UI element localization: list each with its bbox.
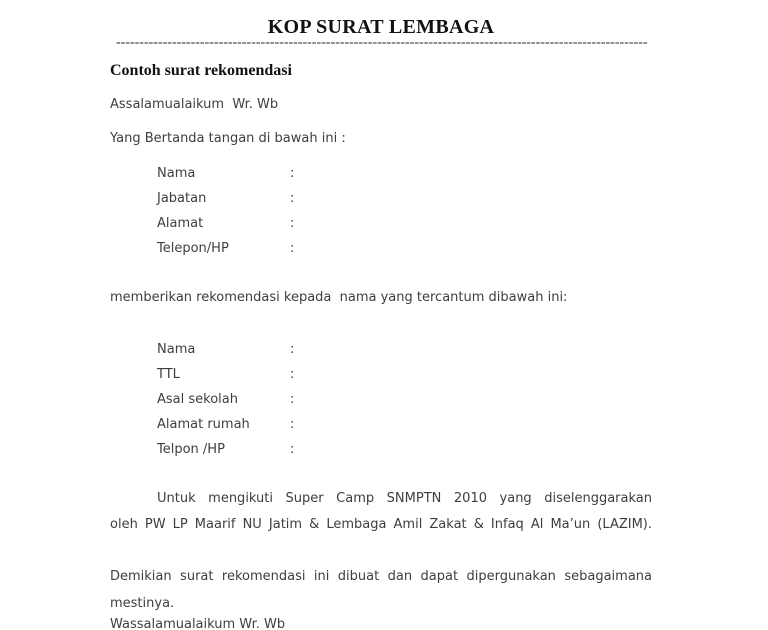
letterhead-title: KOP SURAT LEMBAGA — [267, 16, 495, 38]
purpose-paragraph — [110, 486, 652, 538]
field-colon: : — [290, 417, 295, 432]
field-label: Jabatan — [157, 191, 207, 206]
closing-salutation: Wassalamualaikum Wr. Wb — [110, 617, 286, 630]
opening-salutation: Assalamualaikum Wr. Wb — [110, 97, 279, 112]
purpose-line: Untuk mengikuti Super Camp SNMPTN 2010 yang diselenggarakan — [157, 491, 652, 506]
field-label: Nama — [157, 166, 196, 181]
field-colon: : — [290, 367, 295, 382]
field-label: Nama — [157, 342, 196, 357]
closing-paragraph — [110, 563, 652, 617]
field-colon: : — [290, 166, 295, 181]
field-label: Asal sekolah — [157, 392, 238, 407]
field-row — [110, 211, 652, 236]
field-label: Alamat — [157, 216, 204, 231]
document-content — [110, 0, 652, 630]
document-subtitle: Contoh surat rekomendasi — [110, 62, 292, 79]
field-colon: : — [290, 392, 295, 407]
field-row — [110, 362, 652, 387]
field-colon: : — [290, 241, 295, 256]
field-label: Alamat rumah — [157, 417, 250, 432]
field-row — [110, 236, 652, 261]
field-row — [110, 437, 652, 462]
field-colon: : — [290, 216, 295, 231]
letterhead-divider: ------------------------------------------------------------------------------------------------------------------ — [116, 38, 648, 48]
field-row — [110, 186, 652, 211]
field-colon: : — [290, 191, 295, 206]
field-label: Telpon /HP — [157, 442, 225, 457]
field-row — [110, 387, 652, 412]
closing-line: mestinya. — [110, 596, 175, 611]
closing-line: Demikian surat rekomendasi ini dibuat dan dapat dipergunakan sebagaimana — [110, 569, 652, 584]
recommendation-line: memberikan rekomendasi kepada nama yang tercantum dibawah ini: — [110, 290, 568, 305]
field-colon: : — [290, 442, 295, 457]
field-label: Telepon/HP — [157, 241, 229, 256]
signer-field-list — [110, 161, 652, 261]
purpose-line: oleh PW LP Maarif NU Jatim & Lembaga Amil Zakat & Infaq Al Ma’un (LAZIM). — [110, 517, 652, 532]
field-row — [110, 337, 652, 362]
intro-line: Yang Bertanda tangan di bawah ini : — [110, 131, 346, 146]
student-field-list — [110, 337, 652, 462]
field-row — [110, 412, 652, 437]
field-label: TTL — [157, 367, 180, 382]
field-row — [110, 161, 652, 186]
field-colon: : — [290, 342, 295, 357]
